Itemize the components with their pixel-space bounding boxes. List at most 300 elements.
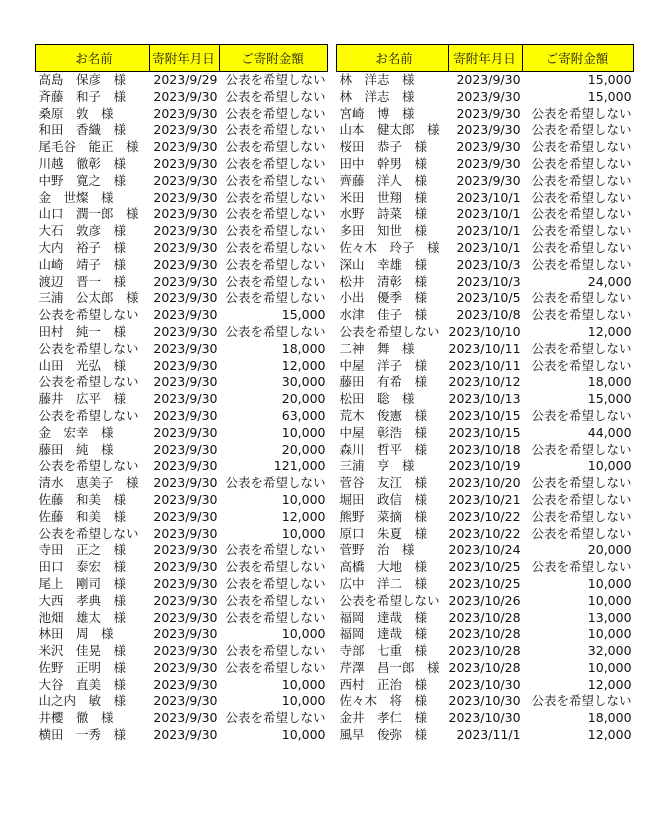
header-date: 寄附年月日 [150, 45, 220, 72]
donation-amount: 10,000 [281, 525, 326, 541]
donor-name: 佐々木 玲子 様 [339, 239, 440, 255]
donation-date: 2023/9/30 [153, 189, 218, 205]
donation-amount: 10,000 [281, 491, 326, 507]
table-row [337, 660, 634, 677]
donation-amount: 公表を希望しない [531, 105, 632, 121]
donation-date: 2023/9/30 [153, 290, 218, 306]
donation-amount: 10,000 [281, 693, 326, 709]
donation-date: 2023/10/30 [448, 693, 521, 709]
donation-date: 2023/10/11 [448, 357, 521, 373]
donation-date: 2023/9/30 [153, 491, 218, 507]
donation-amount: 30,000 [281, 374, 326, 390]
donor-name: 中野 寛之 様 [38, 172, 127, 188]
donation-amount: 公表を希望しない [531, 239, 632, 255]
donation-date: 2023/10/8 [456, 307, 521, 323]
donor-name: 原口 朱夏 様 [339, 525, 428, 541]
donation-table-right [336, 44, 634, 744]
table-row [36, 206, 328, 223]
donation-date: 2023/10/22 [448, 508, 521, 524]
donor-name: 三浦 公太郎 様 [38, 290, 139, 306]
donor-name: 熊野 菜摘 様 [339, 508, 428, 524]
donor-name: 公表を希望しない [339, 592, 440, 608]
donor-name: 山之内 敏 様 [38, 693, 127, 709]
donation-amount: 44,000 [587, 424, 632, 440]
donation-date: 2023/9/30 [153, 559, 218, 575]
donation-date: 2023/9/30 [153, 592, 218, 608]
donor-name: 池畑 雄太 様 [38, 609, 127, 625]
donation-amount: 公表を希望しない [531, 223, 632, 239]
donation-date: 2023/9/30 [153, 659, 218, 675]
donation-amount: 12,000 [587, 727, 632, 743]
donation-amount: 公表を希望しない [225, 542, 326, 558]
donor-name: 公表を希望しない [38, 307, 139, 323]
donation-date: 2023/10/28 [448, 609, 521, 625]
table-row [36, 324, 328, 341]
donation-amount: 公表を希望しない [531, 407, 632, 423]
donation-date: 2023/9/30 [153, 374, 218, 390]
table-row [36, 290, 328, 307]
table-row [337, 425, 634, 442]
donation-amount: 公表を希望しない [225, 189, 326, 205]
donor-name: 菅野 治 様 [339, 542, 415, 558]
donation-amount: 公表を希望しない [225, 206, 326, 222]
donation-amount: 公表を希望しない [531, 357, 632, 373]
donor-name: 林田 周 様 [38, 626, 114, 642]
donor-name: 林 洋志 様 [339, 88, 415, 104]
donor-name: 山田 光弘 様 [38, 357, 127, 373]
table-row [337, 643, 634, 660]
donation-amount: 公表を希望しない [225, 575, 326, 591]
donation-amount: 10,000 [587, 592, 632, 608]
donation-date: 2023/9/30 [153, 122, 218, 138]
donation-amount: 24,000 [587, 273, 632, 289]
donor-name: 清水 恵美子 様 [38, 475, 139, 491]
table-row [337, 274, 634, 291]
donor-name: 高橋 大地 様 [339, 559, 428, 575]
donation-amount: 公表を希望しない [225, 172, 326, 188]
table-row [36, 223, 328, 240]
donation-date: 2023/9/30 [456, 139, 521, 155]
table-row [36, 492, 328, 509]
donation-amount: 公表を希望しない [531, 256, 632, 272]
table-row [337, 693, 634, 710]
table-row [337, 677, 634, 694]
donor-name: 佐藤 和美 様 [38, 508, 127, 524]
donor-name: 山口 潤一郎 様 [38, 206, 139, 222]
table-row [36, 643, 328, 660]
donation-date: 2023/10/22 [448, 525, 521, 541]
donor-name: 田口 泰宏 様 [38, 559, 127, 575]
donation-amount: 18,000 [587, 710, 632, 726]
table-row [337, 139, 634, 156]
donation-amount: 公表を希望しない [225, 105, 326, 121]
donor-name: 佐野 正明 様 [38, 659, 127, 675]
donation-amount: 公表を希望しない [225, 643, 326, 659]
donation-date: 2023/9/30 [153, 223, 218, 239]
donation-amount: 63,000 [281, 407, 326, 423]
table-row [337, 72, 634, 89]
donation-date: 2023/10/18 [448, 441, 521, 457]
table-row [36, 173, 328, 190]
table-row [337, 559, 634, 576]
donor-name: 横田 一秀 様 [38, 727, 127, 743]
donation-amount: 15,000 [587, 72, 632, 87]
donor-name: 深山 幸雄 様 [339, 256, 428, 272]
donor-name: 多田 知世 様 [339, 223, 428, 239]
donor-name: 米沢 佳晃 様 [38, 643, 127, 659]
donation-amount: 公表を希望しない [531, 155, 632, 171]
table-row [337, 240, 634, 257]
table-row [36, 274, 328, 291]
donation-date: 2023/9/30 [153, 256, 218, 272]
donation-date: 2023/10/28 [448, 643, 521, 659]
donation-amount: 公表を希望しない [531, 525, 632, 541]
table-row [36, 593, 328, 610]
donation-amount: 10,000 [281, 424, 326, 440]
donor-name: 西村 正治 様 [339, 676, 428, 692]
donation-amount: 公表を希望しない [531, 139, 632, 155]
table-row [337, 391, 634, 408]
donation-amount: 公表を希望しない [225, 155, 326, 171]
donation-amount: 32,000 [587, 643, 632, 659]
table-row [36, 307, 328, 324]
donation-amount: 公表を希望しない [531, 559, 632, 575]
donation-date: 2023/10/13 [448, 391, 521, 407]
donor-name: 荒木 俊憲 様 [339, 407, 428, 423]
donation-date: 2023/9/30 [153, 155, 218, 171]
table-row [337, 190, 634, 207]
donation-date: 2023/9/30 [456, 88, 521, 104]
donation-date: 2023/9/30 [456, 105, 521, 121]
table-row [36, 374, 328, 391]
donation-date: 2023/9/30 [456, 172, 521, 188]
donation-date: 2023/10/10 [448, 323, 521, 339]
table-row [36, 509, 328, 526]
donation-date: 2023/10/28 [448, 626, 521, 642]
table-row [337, 106, 634, 123]
donor-name: 森川 哲平 様 [339, 441, 428, 457]
donation-date: 2023/9/30 [153, 727, 218, 743]
donor-name: 公表を希望しない [38, 525, 139, 541]
donation-date: 2023/10/25 [448, 575, 521, 591]
table-row [337, 526, 634, 543]
donation-amount: 公表を希望しない [531, 307, 632, 323]
table-row [337, 626, 634, 643]
donor-name: 桜田 恭子 様 [339, 139, 428, 155]
header-amount: ご寄附金額 [523, 45, 634, 72]
table-row [337, 710, 634, 727]
table-row [337, 458, 634, 475]
donation-date: 2023/9/30 [456, 122, 521, 138]
header-name: お名前 [337, 45, 449, 72]
donor-name: 和田 香織 様 [38, 122, 127, 138]
donor-name: 林 洋志 様 [339, 72, 415, 87]
donor-name: 田中 幹男 様 [339, 155, 428, 171]
donation-amount: 公表を希望しない [531, 122, 632, 138]
donation-amount: 公表を希望しない [225, 592, 326, 608]
donation-date: 2023/9/30 [153, 139, 218, 155]
table-row [337, 290, 634, 307]
table-row [36, 626, 328, 643]
donation-amount: 20,000 [281, 391, 326, 407]
donation-date: 2023/9/30 [153, 441, 218, 457]
donation-date: 2023/9/30 [153, 676, 218, 692]
table-row [337, 341, 634, 358]
donation-date: 2023/10/15 [448, 407, 521, 423]
donor-name: 山崎 靖子 様 [38, 256, 127, 272]
donor-name: 中屋 彰浩 様 [339, 424, 428, 440]
donor-name: 小出 優季 様 [339, 290, 428, 306]
donation-date: 2023/9/30 [153, 357, 218, 373]
donor-name: 大谷 直美 様 [38, 676, 127, 692]
donation-amount: 10,000 [587, 575, 632, 591]
donation-amount: 10,000 [587, 458, 632, 474]
table-row [36, 458, 328, 475]
donation-amount: 12,000 [281, 357, 326, 373]
table-row [36, 660, 328, 677]
header-date: 寄附年月日 [449, 45, 523, 72]
header-row [36, 45, 328, 72]
donor-name: 尾上 剛司 様 [38, 575, 127, 591]
table-row [36, 391, 328, 408]
donation-amount: 15,000 [281, 307, 326, 323]
donor-name: 渡辺 晋一 様 [38, 273, 127, 289]
donation-date: 2023/10/26 [448, 592, 521, 608]
table-row [337, 122, 634, 139]
donor-name: 公表を希望しない [38, 458, 139, 474]
table-row [36, 542, 328, 559]
donor-name: 金井 孝仁 様 [339, 710, 428, 726]
table-row [36, 156, 328, 173]
donation-date: 2023/9/30 [153, 88, 218, 104]
table-row [36, 341, 328, 358]
donor-name: 堀田 政信 様 [339, 491, 428, 507]
donation-amount: 公表を希望しない [531, 172, 632, 188]
table-row [337, 492, 634, 509]
donation-date: 2023/9/30 [153, 609, 218, 625]
donor-name: 藤井 広平 様 [38, 391, 127, 407]
donor-name: 佐々木 将 様 [339, 693, 428, 709]
table-row [36, 710, 328, 727]
donation-amount: 10,000 [281, 727, 326, 743]
donation-amount: 121,000 [273, 458, 326, 474]
donation-amount: 公表を希望しない [225, 88, 326, 104]
table-row [36, 442, 328, 459]
donation-date: 2023/10/25 [448, 559, 521, 575]
table-row [337, 442, 634, 459]
donation-date: 2023/10/1 [456, 189, 521, 205]
donation-date: 2023/9/30 [153, 508, 218, 524]
header-row [337, 45, 634, 72]
donation-date: 2023/9/29 [153, 72, 218, 87]
table-row [337, 206, 634, 223]
donation-date: 2023/10/1 [456, 223, 521, 239]
donor-name: 大西 孝典 様 [38, 592, 127, 608]
donor-name: 桑原 敦 様 [38, 105, 114, 121]
donation-date: 2023/9/30 [153, 458, 218, 474]
donor-name: 公表を希望しない [38, 407, 139, 423]
donation-amount: 公表を希望しない [531, 189, 632, 205]
table-row [36, 72, 328, 89]
table-row [36, 610, 328, 627]
donation-date: 2023/10/3 [456, 256, 521, 272]
donor-name: 大内 裕子 様 [38, 239, 127, 255]
donation-amount: 公表を希望しない [225, 72, 326, 87]
donation-amount: 公表を希望しない [225, 223, 326, 239]
donor-name: 水野 詩菜 様 [339, 206, 428, 222]
donation-date: 2023/11/1 [456, 727, 521, 743]
table-row [337, 593, 634, 610]
table-row [337, 307, 634, 324]
donation-date: 2023/9/30 [456, 155, 521, 171]
donor-name: 斉藤 和子 様 [38, 88, 127, 104]
table-row [337, 509, 634, 526]
table-row [36, 89, 328, 106]
donation-date: 2023/10/20 [448, 475, 521, 491]
donation-date: 2023/10/15 [448, 424, 521, 440]
table-row [337, 324, 634, 341]
donor-name: 藤田 純 様 [38, 441, 114, 457]
donation-date: 2023/10/5 [456, 290, 521, 306]
donation-date: 2023/9/30 [153, 273, 218, 289]
table-row [337, 173, 634, 190]
donation-date: 2023/10/11 [448, 340, 521, 356]
table-row [36, 727, 328, 744]
donor-name: 公表を希望しない [38, 374, 139, 390]
table-row [337, 358, 634, 375]
donation-amount: 公表を希望しない [531, 475, 632, 491]
donation-amount: 20,000 [587, 542, 632, 558]
header-amount: ご寄附金額 [220, 45, 328, 72]
donation-amount: 公表を希望しない [225, 559, 326, 575]
donation-date: 2023/10/30 [448, 710, 521, 726]
donor-name: 中屋 洋子 様 [339, 357, 428, 373]
donor-name: 川越 徹彰 様 [38, 155, 127, 171]
donor-name: 金 宏幸 様 [38, 424, 114, 440]
donation-amount: 公表を希望しない [531, 441, 632, 457]
table-row [36, 408, 328, 425]
donor-name: 二神 舞 様 [339, 340, 415, 356]
donor-name: 水津 佳子 様 [339, 307, 428, 323]
table-row [36, 425, 328, 442]
donor-name: 尾毛谷 能正 様 [38, 139, 139, 155]
donation-table-left [35, 44, 328, 744]
donation-amount: 公表を希望しない [531, 206, 632, 222]
donation-amount: 公表を希望しない [531, 340, 632, 356]
donation-date: 2023/9/30 [153, 407, 218, 423]
table-row [36, 257, 328, 274]
donation-amount: 公表を希望しない [225, 122, 326, 138]
donor-name: 宮崎 博 様 [339, 105, 415, 121]
donor-name: 井櫻 徹 様 [38, 710, 114, 726]
donation-amount: 20,000 [281, 441, 326, 457]
table-row [337, 257, 634, 274]
donation-date: 2023/9/30 [153, 391, 218, 407]
donation-date: 2023/9/30 [153, 575, 218, 591]
donation-amount: 公表を希望しない [531, 508, 632, 524]
donation-date: 2023/10/24 [448, 542, 521, 558]
table-row [36, 526, 328, 543]
donation-date: 2023/10/12 [448, 374, 521, 390]
donation-amount: 10,000 [587, 626, 632, 642]
donation-amount: 10,000 [587, 659, 632, 675]
donation-amount: 12,000 [281, 508, 326, 524]
table-row [36, 106, 328, 123]
donation-amount: 公表を希望しない [225, 323, 326, 339]
donation-date: 2023/9/30 [153, 307, 218, 323]
table-row [36, 190, 328, 207]
donor-name: 松田 聡 様 [339, 391, 415, 407]
donation-date: 2023/9/30 [153, 643, 218, 659]
donor-name: 公表を希望しない [38, 340, 139, 356]
table-row [36, 559, 328, 576]
donation-date: 2023/9/30 [153, 172, 218, 188]
donation-date: 2023/10/1 [456, 239, 521, 255]
table-row [337, 89, 634, 106]
donation-amount: 10,000 [281, 676, 326, 692]
donor-name: 三浦 亨 様 [339, 458, 415, 474]
donation-amount: 12,000 [587, 323, 632, 339]
table-row [337, 156, 634, 173]
table-row [36, 358, 328, 375]
table-row [36, 139, 328, 156]
donor-name: 菅谷 友江 様 [339, 475, 428, 491]
table-row [36, 677, 328, 694]
donation-amount: 18,000 [281, 340, 326, 356]
table-row [337, 475, 634, 492]
table-row [337, 610, 634, 627]
donation-date: 2023/9/30 [153, 693, 218, 709]
donor-name: 藤田 有希 様 [339, 374, 428, 390]
donor-name: 齊藤 洋人 様 [339, 172, 428, 188]
table-row [36, 122, 328, 139]
donor-name: 金 世燦 様 [38, 189, 114, 205]
donation-date: 2023/9/30 [153, 206, 218, 222]
donation-amount: 公表を希望しない [531, 491, 632, 507]
donor-name: 広中 洋二 様 [339, 575, 428, 591]
donor-name: 米田 世翔 様 [339, 189, 428, 205]
donor-name: 松井 清彰 様 [339, 273, 428, 289]
donor-name: 大石 敦彦 様 [38, 223, 127, 239]
donor-name: 風早 俊弥 様 [339, 727, 428, 743]
donation-date: 2023/9/30 [456, 72, 521, 87]
donor-name: 高島 保彦 様 [38, 72, 127, 87]
table-row [337, 408, 634, 425]
donation-date: 2023/9/30 [153, 525, 218, 541]
donation-date: 2023/9/30 [153, 710, 218, 726]
donation-date: 2023/10/3 [456, 273, 521, 289]
donation-amount: 13,000 [587, 609, 632, 625]
donation-date: 2023/9/30 [153, 323, 218, 339]
donor-name: 寺部 七重 様 [339, 643, 428, 659]
donation-amount: 15,000 [587, 391, 632, 407]
donation-amount: 公表を希望しない [225, 273, 326, 289]
donor-name: 芹澤 昌一郎 様 [339, 659, 440, 675]
table-row [36, 475, 328, 492]
donation-amount: 公表を希望しない [225, 710, 326, 726]
donation-amount: 公表を希望しない [225, 239, 326, 255]
donation-amount: 15,000 [587, 88, 632, 104]
donation-amount: 12,000 [587, 676, 632, 692]
donation-amount: 公表を希望しない [225, 139, 326, 155]
donation-amount: 公表を希望しない [225, 659, 326, 675]
donation-date: 2023/9/30 [153, 475, 218, 491]
donation-date: 2023/10/21 [448, 491, 521, 507]
donation-date: 2023/10/28 [448, 659, 521, 675]
donation-date: 2023/10/1 [456, 206, 521, 222]
donor-name: 寺田 正之 様 [38, 542, 127, 558]
table-row [337, 374, 634, 391]
